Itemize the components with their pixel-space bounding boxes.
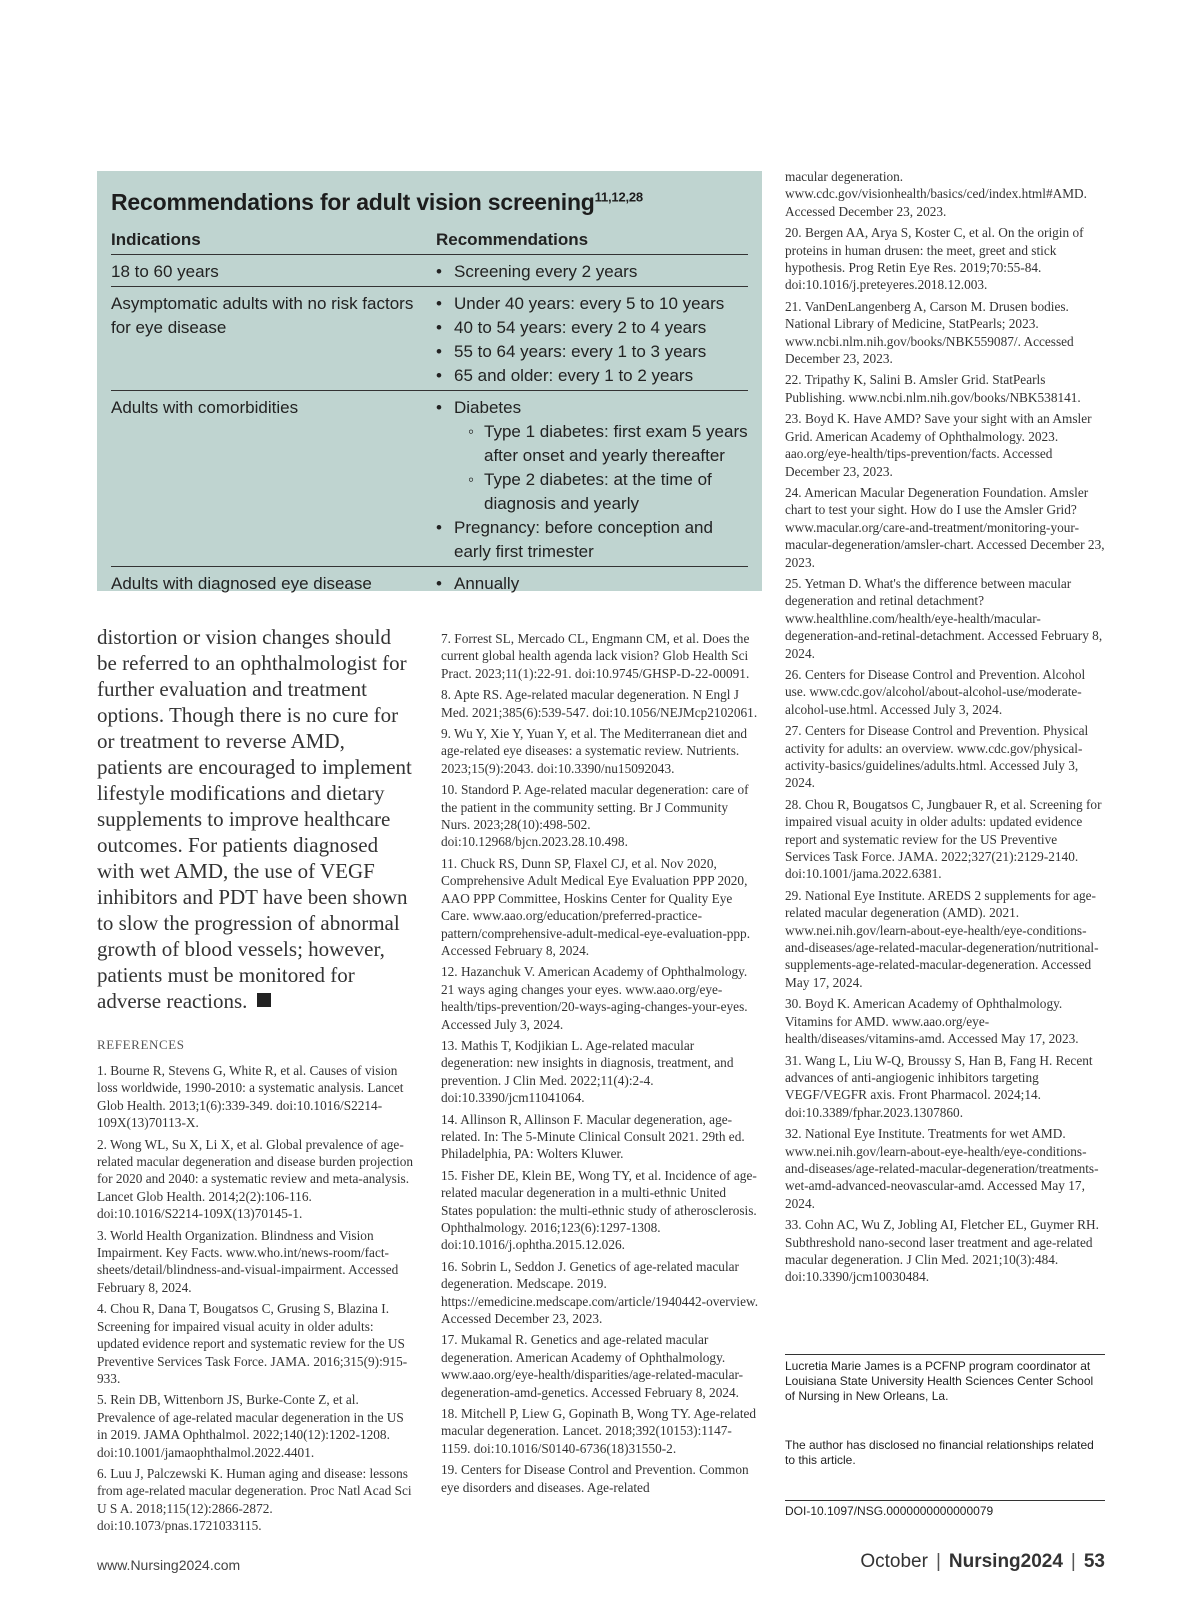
indication-cell: Asymptomatic adults with no risk factors for eye disease xyxy=(111,287,436,391)
reference-item: 15. Fisher DE, Klein BE, Wong TY, et al. Incidence of age-related macular degeneration in a multi-ethnic United States population: the multi-ethnic study of atherosclerosis. Ophthalmology. 2016;123(6):1297-1308. doi:10.1016/j.ophtha.2015.12.026. xyxy=(441,1167,757,1253)
references-heading: REFERENCES xyxy=(97,1037,185,1052)
reference-item: macular degeneration. www.cdc.gov/visionhealth/basics/ced/index.html#AMD. Accessed December 23, 2023. xyxy=(785,169,1087,219)
reference-item: 1. Bourne R, Stevens G, White R, et al. Causes of vision loss worldwide, 1990-2010: a systematic analysis. Lancet Glob Health. 2013;1(6):339-349. doi:10.1016/S2214-109X(13)70113-X. xyxy=(97,1063,404,1131)
body-paragraph: distortion or vision changes should be referred to an ophthalmologist for further evaluation and treatment options. Though there is no cure for or treatment to reverse AMD, patients are encouraged to implement lifestyle modifications and dietary supplements to improve healthcare outcomes. For patients diagnosed with wet AMD, the use of VEGF inhibitors and PDT have been shown to slow the progression of abnormal growth of blood vessels; however, patients must be monitored for adverse reactions. xyxy=(97,625,412,1013)
footer-magazine: Nursing2024 xyxy=(948,1551,1063,1572)
reference-item: 25. Yetman D. What's the difference between macular degeneration and retinal detachment? www.healthline.com/health/eye-health/macular-degeneration-and-retinal-detachment. Accessed February 8, 2024. xyxy=(785,575,1103,661)
reference-item: 21. VanDenLangenberg A, Carson M. Drusen bodies. National Library of Medicine, StatPearls; 2023. www.ncbi.nlm.nih.gov/books/NBK559087/. Accessed December 23, 2023. xyxy=(785,298,1074,367)
recommendation-item: • Diabetes ◦ Type 1 diabetes: first exam 5 years after onset and yearly thereafter ◦ Type 2 diabetes: at the time of diagnosis and yearly xyxy=(436,396,748,516)
table-row xyxy=(111,567,748,599)
recommendation-item: • 55 to 64 years: every 1 to 3 years xyxy=(436,340,748,364)
reference-item: 13. Mathis T, Kodjikian L. Age-related macular degeneration: new insights in diagnosis, treatment, and prevention. J Clin Med. 2022;11(4):2-4. doi:10.3390/jcm11041064. xyxy=(441,1037,734,1106)
reference-item: 19. Centers for Disease Control and Prevention. Common eye disorders and diseases. Age-related xyxy=(441,1462,749,1495)
reference-item: 5. Rein DB, Wittenborn JS, Burke-Conte Z, et al. Prevalence of age-related macular degeneration in the US in 2019. JAMA Ophthalmol. 2022;140(12):1202-1208. doi:10.1001/jamaophthalmol.2022.4401. xyxy=(97,1392,404,1460)
recommendations-box xyxy=(97,171,762,591)
references-column-2 xyxy=(441,630,759,1500)
reference-item: 3. World Health Organization. Blindness and Vision Impairment. Key Facts. www.who.int/news-room/fact-sheets/detail/blindness-and-visual-impairment. Accessed February 8, 2024. xyxy=(97,1227,399,1295)
reference-item: 2. Wong WL, Su X, Li X, et al. Global prevalence of age-related macular degeneration and disease burden projection for 2020 and 2040: a systematic review and meta-analysis. Lancet Glob Health. 2014;2(2):106-116. doi:10.1016/S2214-109X(13)70145-1. xyxy=(97,1136,414,1222)
reference-item: 24. American Macular Degeneration Foundation. Amsler chart to test your sight. How do I use the Amsler Grid? www.macular.org/care-and-treatment/monitoring-your-macular-degeneration/amsler-chart. Accessed December 23, 2023. xyxy=(785,484,1105,570)
table-row xyxy=(111,255,748,287)
reference-item: 6. Luu J, Palczewski K. Human aging and disease: lessons from age-related macular degeneration. Proc Natl Acad Sci U S A. 2018;115(12):2866-2872. doi:10.1073/pnas.1721033115. xyxy=(97,1465,412,1534)
reference-item: 8. Apte RS. Age-related macular degeneration. N Engl J Med. 2021;385(6):539-547. doi:10.1056/NEJMcp2102061. xyxy=(441,687,758,720)
table-row xyxy=(111,391,748,567)
recommendations-header: Recommendations xyxy=(436,230,748,255)
footer-month: October xyxy=(860,1551,928,1572)
recommendation-subitem: ◦ Type 1 diabetes: first exam 5 years after onset and yearly thereafter xyxy=(468,420,748,468)
recommendation-item: • Screening every 2 years xyxy=(436,260,748,284)
reference-item: 9. Wu Y, Xie Y, Yuan Y, et al. The Mediterranean diet and age-related eye diseases: a systematic review. Nutrients. 2023;15(9):2043. doi:10.3390/nu15092043. xyxy=(441,726,748,776)
indication-cell: Adults with diagnosed eye disease xyxy=(111,567,436,599)
recommendation-item: • 65 and older: every 1 to 2 years xyxy=(436,364,748,388)
recommendation-item: • Under 40 years: every 5 to 10 years xyxy=(436,292,748,316)
reference-item: 14. Allinson R, Allinson F. Macular degeneration, age-related. In: The 5-Minute Clinical Consult 2021. 29th ed. Philadelphia, PA: Wolters Kluwer. xyxy=(441,1111,745,1162)
reference-item: 29. National Eye Institute. AREDS 2 supplements for age-related macular degeneration (AMD). 2021. www.nei.nih.gov/learn-about-eye-health/eye-conditions-and-diseases/age-related-macular-degeneration/nutritional-supplements-age-related-macular-degeneration. Accessed May 17, 2024. xyxy=(785,887,1099,990)
recommendation-item: • Pregnancy: before conception and early first trimester xyxy=(436,516,748,564)
reference-item: 26. Centers for Disease Control and Prevention. Alcohol use. www.cdc.gov/alcohol/about-alcohol-use/moderate-alcohol-use.html. Accessed July 3, 2024. xyxy=(785,666,1086,717)
recommendation-item: • 40 to 54 years: every 2 to 4 years xyxy=(436,316,748,340)
reference-item: 16. Sobrin L, Seddon J. Genetics of age-related macular degeneration. Medscape. 2019. https://emedicine.medscape.com/article/1940442-overview. Accessed December 23, 2023. xyxy=(441,1258,759,1327)
page-number: 53 xyxy=(1083,1551,1105,1572)
reference-item: 22. Tripathy K, Salini B. Amsler Grid. StatPearls Publishing. www.ncbi.nlm.nih.gov/books/NBK538141. xyxy=(785,372,1081,405)
footer-url: www.Nursing2024.com xyxy=(97,1557,241,1573)
recommendation-item: • Annually xyxy=(436,572,748,596)
reference-item: 32. National Eye Institute. Treatments for wet AMD. www.nei.nih.gov/learn-about-eye-health/eye-conditions-and-diseases/age-related-macular-degeneration/treatments-wet-amd-advanced-neovascular-amd. Accessed May 17, 2024. xyxy=(785,1126,1099,1211)
doi: DOI-10.1097/NSG.0000000000000079 xyxy=(785,1504,994,1518)
table-row xyxy=(111,287,748,391)
reference-item: 23. Boyd K. Have AMD? Save your sight with an Amsler Grid. American Academy of Ophthalmology. 2023. aao.org/eye-health/tips-prevention/facts. Accessed December 23, 2023. xyxy=(785,411,1092,479)
author-note: Lucretia Marie James is a PCFNP program coordinator at Louisiana State University Health Sciences Center School of Nursing in New Orleans, La. xyxy=(785,1359,1094,1403)
indication-cell: Adults with comorbidities xyxy=(111,391,436,567)
references-column-1 xyxy=(97,1062,415,1539)
reference-item: 28. Chou R, Bougatsos C, Jungbauer R, et al. Screening for impaired visual acuity in older adults: updated evidence report and systematic review for the US Preventive Services Task Force. JAMA. 2022;327(21):2129-2140. doi:10.1001/jama.2022.6381. xyxy=(785,796,1102,882)
reference-item: 11. Chuck RS, Dunn SP, Flaxel CJ, et al. Nov 2020, Comprehensive Adult Medical Eye Evaluation PPP 2020, AAO PPP Committee, Hoskins Center for Quality Eye Care. www.aao.org/education/preferred-practice-pattern/comprehensive-adult-medical-eye-evaluation-ppp. Accessed February 8, 2024. xyxy=(441,855,751,958)
reference-item: 30. Boyd K. American Academy of Ophthalmology. Vitamins for AMD. www.aao.org/eye-health/diseases/vitamins-amd. Accessed May 17, 2023. xyxy=(785,996,1079,1047)
box-title-refs: 11,12,28 xyxy=(594,189,643,205)
end-of-article-mark xyxy=(257,993,271,1007)
doi-rule xyxy=(785,1500,1105,1501)
recommendations-table xyxy=(111,230,748,598)
author-note-rule xyxy=(785,1354,1105,1355)
indication-cell: 18 to 60 years xyxy=(111,262,219,281)
reference-item: 17. Mukamal R. Genetics and age-related macular degeneration. American Academy of Ophthalmology. www.aao.org/eye-health/disparities/age-related-macular-degeneration-amd-genetics. Accessed February 8, 2024. xyxy=(441,1332,744,1400)
footer-folio: October | Nursing2024 | 53 xyxy=(860,1551,1105,1572)
reference-item: 7. Forrest SL, Mercado CL, Engmann CM, et al. Does the current global health agenda lack vision? Glob Health Sci Pract. 2023;11(1):22-91. doi:10.9745/GHSP-D-22-00091. xyxy=(441,631,750,681)
indications-header: Indications xyxy=(111,230,436,255)
reference-item: 31. Wang L, Liu W-Q, Broussy S, Han B, Fang H. Recent advances of anti-angiogenic inhibitors targeting VEGF/VEGFR axis. Front Pharmacol. 2024;14. doi:10.3389/fphar.2023.1307860. xyxy=(785,1052,1093,1120)
recommendation-subitem: ◦ Type 2 diabetes: at the time of diagnosis and yearly xyxy=(468,468,748,516)
reference-item: 27. Centers for Disease Control and Prevention. Physical activity for adults: an overview. www.cdc.gov/physical-activity-basics/guidelines/adults.html. Accessed July 3, 2024. xyxy=(785,723,1089,791)
reference-item: 20. Bergen AA, Arya S, Koster C, et al. On the origin of proteins in human drusen: the meet, greet and stick hypothesis. Prog Retin Eye Res. 2019;70:55-84. doi:10.1016/j.preteyeres.2018.12.003. xyxy=(785,225,1084,293)
disclosure-note: The author has disclosed no financial relationships related to this article. xyxy=(785,1438,1094,1467)
reference-item: 12. Hazanchuk V. American Academy of Ophthalmology. 21 ways aging changes your eyes. www.aao.org/eye-health/tips-prevention/20-ways-aging-changes-your-eyes. Accessed July 3, 2024. xyxy=(441,964,748,1032)
reference-item: 18. Mitchell P, Liew G, Gopinath B, Wong TY. Age-related macular degeneration. Lancet. 2018;392(10153):1147-1159. doi:10.1016/S0140-6736(18)31550-2. xyxy=(441,1406,757,1456)
references-column-3 xyxy=(785,168,1105,1290)
reference-item: 33. Cohn AC, Wu Z, Jobling AI, Fletcher EL, Guymer RH. Subthreshold nano-second laser treatment and age-related macular degeneration. J Clin Med. 2021;10(3):484. doi:10.3390/jcm10030484. xyxy=(785,1217,1099,1285)
reference-item: 10. Standord P. Age-related macular degeneration: care of the patient in the community setting. Br J Community Nurs. 2023;28(10):498-502. doi:10.12968/bjcn.2023.28.10.498. xyxy=(441,782,749,850)
box-title: Recommendations for adult vision screening$^{11,12,28}$ xyxy=(111,189,643,215)
reference-item: 4. Chou R, Dana T, Bougatsos C, Grusing S, Blazina I. Screening for impaired visual acuity in older adults: updated evidence report and systematic review for the US Preventive Services Task Force. JAMA. 2016;315(9):915-933. xyxy=(97,1301,408,1386)
